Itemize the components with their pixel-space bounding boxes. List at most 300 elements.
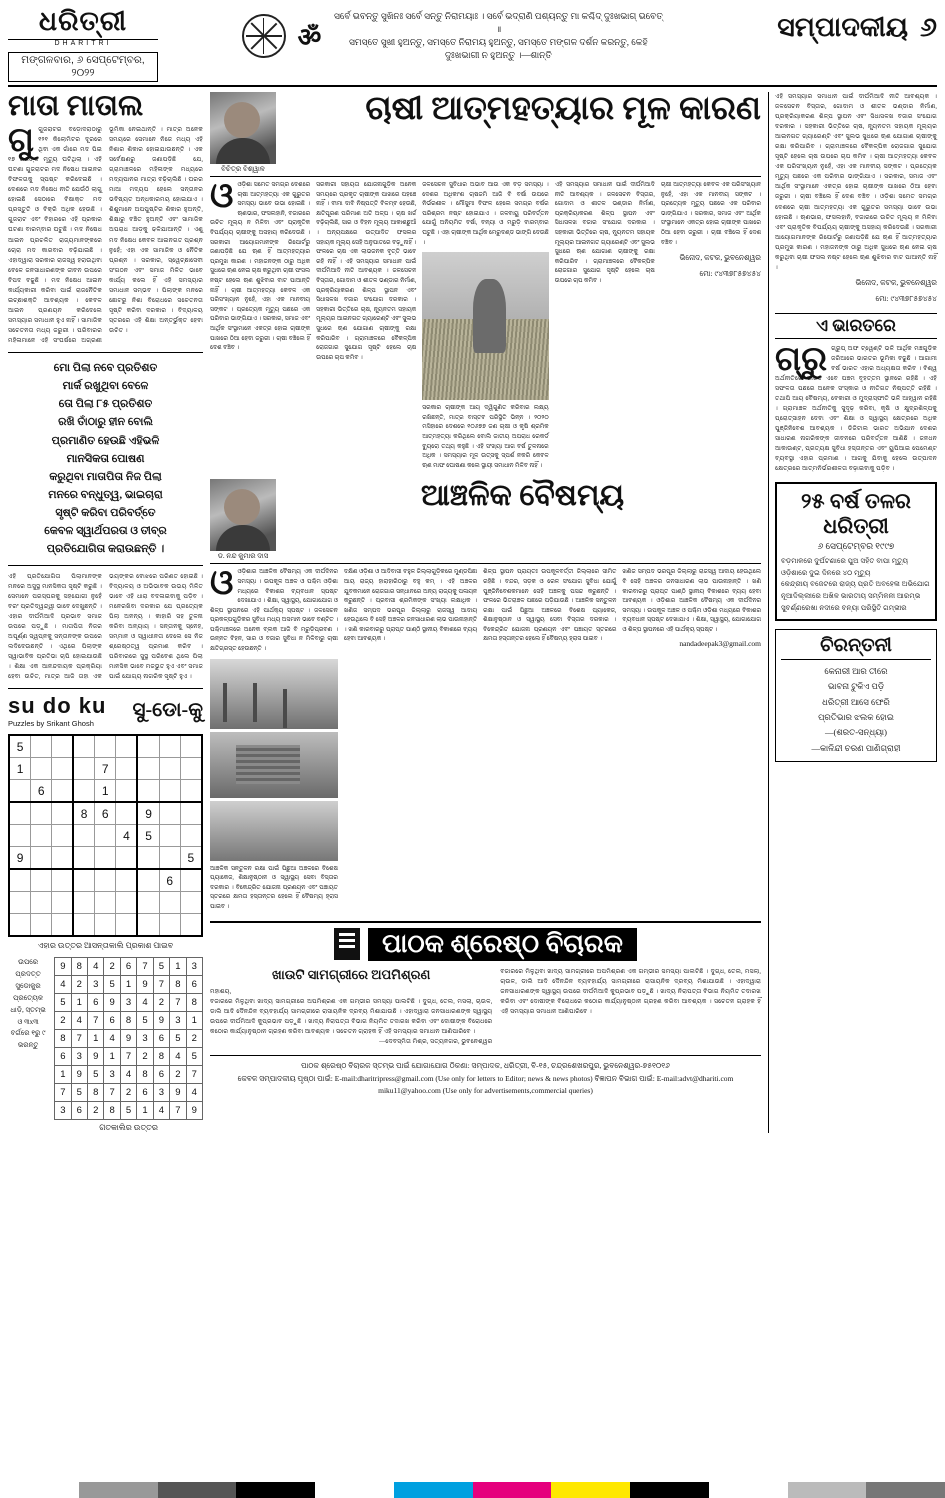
answer-cell: 9 [88,1048,104,1066]
sudoku-cell[interactable] [95,869,116,892]
sudoku-cell[interactable] [52,847,73,870]
answer-cell: 1 [71,994,87,1012]
pullquote-line: ରଖି ତାଁଠାରୁ ହୀନ ବୋଲି [58,416,153,429]
article2-col-5 [661,181,761,471]
article2-title: ଚାଷୀ ଆତ୍ମହତ୍ୟାର ମୂଳ କାରଣ [365,91,761,127]
street-photo [210,801,338,861]
article2-text: ସରକାରୀ ସହାୟତା ଯୋଜନାଗୁଡ଼ିକ ଅନେକ ସମୟରେ ପ୍ରକୃତ ଚାଷୀଙ୍କ ପାଖରେ ପହଞ୍ଚେ ନାହିଁ । ବୀମା ଦାବି ନିଷ୍ପତ୍ତି ବିଳମ୍ବ ହେଉଛି, କ୍ଷତିପୂରଣ ପରିମାଣ ଅତି ଅଳ୍ପ । ଚାଷ ଖର୍ଚ୍ଚ ବଢ଼ିଚାଲିଛି, ସାର ଓ ବିହନ ମୂଲ୍ୟ ଆକାଶଛୁଆଁ । ଅନ୍ୟପକ୍ଷରେ ଉତ୍ପାଦିତ ଫସଲର ସହାୟକ ମୂଲ୍ୟ ସେହି ଅନୁପାତରେ ବଢ଼ୁନାହିଁ । ଫଳରେ ଚାଷ ଏକ ଲାଭଜନକ ବୃତ୍ତି ଭାବେ ରହି ନାହିଁ । [316,182,417,265]
sudoku-cell[interactable]: 5 [180,847,202,870]
sanskrit-line-1: ସର୍ବେ ଭବନ୍ତୁ ସୁଖିନଃ ସର୍ବେ ସନ୍ତୁ ନିରାମୟାଃ । ସର୍ବେ ଭଦ୍ରାଣି ପଶ୍ୟନ୍ତୁ ମା କଶ୍ଚିଦ୍ ଦୁଃଖଭାଗ୍ ଭବେତ୍ ॥ [333,11,663,35]
sudoku-cell[interactable] [52,892,73,914]
answer-cell: 8 [137,1066,153,1084]
sudoku-cell[interactable] [159,780,180,803]
india-box-title: ଏ ଭାରତରେ [775,313,937,339]
article3-text: ଜଳସେଚନ ପ୍ରକଳ୍ପଗୁଡ଼ିକର ସୁବିଧା ମଧ୍ୟ ଅସମାନ ଭାବେ ବଣ୍ଟିତ । ପଶ୍ଚିମାଞ୍ଚଳରେ ଅନେକ ବ୍ଲକ ଆଜି ବି ମରୁଡ଼ିପ୍ରବଣ । ଉନ୍ନତ ବିହନ, ସାର ଓ ବଜାର ସୁବିଧା ନ ମିଳିବାରୁ ଚାଷୀ କ୍ଷତିଗ୍ରସ୍ତ ହେଉଛନ୍ତି । [210,607,338,653]
sudoku-cell[interactable] [95,847,116,870]
archive-ad-title: ୨୫ ବର୍ଷ ତଳର ଧରିତ୍ରୀ [801,489,911,539]
article3-email[interactable]: nandadeepak3@gmail.com [679,639,761,649]
sudoku-cell[interactable] [95,892,116,914]
article2-contact: ଭିନୋଦ, କଟକ, ଭୁବନେଶ୍ୱର [679,253,761,263]
article3-col-1 [210,565,338,912]
article1-dropcap: ଗୁ [8,122,35,159]
sudoku-cell[interactable] [180,825,202,847]
sudoku-cell[interactable] [73,892,95,914]
answer-cell: 6 [88,994,104,1012]
sudoku-cell[interactable]: 9 [137,802,159,825]
pullquote-line: କରୁଥିବା ମାତାପିତା ନିଜ ପିଲା [49,470,162,483]
article1-paragraph-3: ଏହି ପ୍ରତିଯୋଗିତା ପିଲାମାନଙ୍କ ମନରେ ଅସୁସ୍ଥ ମାନସିକତା ସୃଷ୍ଟି କରୁଛି । ସେମାନେ ପରସ୍ପରକୁ ସହଯୋଗୀ ନୁହେଁ ବରଂ ପ୍ରତିଦ୍ୱନ୍ଦ୍ୱୀ ଭାବେ ଦେଖୁଛନ୍ତି । ଏହାର ଦୀର୍ଘମିଆଦି ପ୍ରଭାବ ସମାଜ ଉପରେ ପଡ଼ୁଛି । ମାତାପିତା ନିଜର ଅପୂର୍ଣ୍ଣ ସ୍ୱପ୍ନକୁ ସନ୍ତାନଙ୍କ ଉପରେ ଲଦିଦେଉଛନ୍ତି । ଏଥିରେ ପିଲାଙ୍କ ସ୍ୱାଭାବିକ ପ୍ରତିଭା ଚାପି ହୋଇଯାଉଛି । ଶିକ୍ଷା ଏକ ଆନନ୍ଦଦାୟକ ପ୍ରକ୍ରିୟା ହେବା ଉଚିତ, ମାତ୍ର ଆଜି ତାହା ଏକ ଭୟଙ୍କର ବୋଝରେ ପରିଣତ ହୋଇଛି । ବିଦ୍ୟାଳୟ ଓ ଅଭିଭାବକ ଉଭୟ ମିଳିତ ଭାବେ ଏହି ଧାରା ବଦଳାଇବାକୁ ପଡ଼ିବ । ମନେରଖିବା ଦରକାର ଯେ ପ୍ରତ୍ୟେକ ପିଲା ଅନନ୍ୟ । କାହାରି ସହ ତୁଳନା କରିବା ଅନ୍ୟାୟ । ସନ୍ତାନକୁ ସ୍ନେହ, ସମ୍ମାନ ଓ ସ୍ୱାଧୀନତା ଦେଲେ ସେ ନିଜ ଶ୍ରେଷ୍ଠତ୍ୱ ପ୍ରମାଣ କରିବ । ପରିବାରରେ ସୁସ୍ଥ ପରିବେଶ ଥିଲେ ପିଲା ମାନସିକ ଭାବେ ମଜଭୁତ ହୁଏ ଏବଂ ସମାଜ ପାଇଁ ଯୋଗ୍ୟ ନାଗରିକ ସୃଷ୍ଟି ହୁଏ । [8,572,203,681]
article3-text: ଆଞ୍ଚଳିକ ସନ୍ତୁଳନ ରକ୍ଷା ପାଇଁ ପିଛୁଆ ଅଞ୍ଚଳରେ ବିଶେଷ ପ୍ୟାକେଜ, ଶିକ୍ଷାନୁଷ୍ଠାନ ଓ ସ୍ୱାସ୍ଥ୍ୟ ସେବା ବିସ୍ତାର ଦରକାର । ବିକେନ୍ଦ୍ରିତ ଯୋଜନା ପ୍ରଣୟନ ଏବଂ ପଞ୍ଚାୟତ ସ୍ତରରେ କ୍ଷମତା ହସ୍ତାନ୍ତର ହେଲେ ହିଁ ବୈଷମ୍ୟ ହ୍ରାସ ପାଇବ । [210,865,338,911]
answer-cell: 5 [170,1030,186,1048]
sudoku-cell[interactable] [159,802,180,825]
reader-body [210,967,761,1047]
sudoku-cell[interactable]: 5 [137,825,159,847]
sanskrit-line-2: ସମସ୍ତେ ସୁଖୀ ହୁଅନ୍ତୁ, ସମସ୍ତେ ନିରାମୟ ହୁଅନ୍ତୁ, ସମସ୍ତେ ମଙ୍ଗଳ ଦର୍ଶନ କରନ୍ତୁ, କେହି ଦୁଃଖଭାଗୀ ନ ହୁଅନ୍ତୁ ।—ଶାନ୍ତି [349,37,648,61]
mailbox-icon [334,928,360,960]
article3-dropcap: ଓ [210,565,234,603]
sudoku-cell[interactable]: 9 [9,847,31,870]
answer-cell: 8 [71,958,87,976]
answer-cell: 6 [120,958,136,976]
sudoku-cell[interactable] [73,780,95,803]
author-photo [210,92,276,164]
masthead-right [747,6,937,44]
sudoku-cell[interactable] [95,825,116,847]
answer-cell: 2 [153,994,169,1012]
article2-text: ଏହି ସମସ୍ୟାର ସମାଧାନ ପାଇଁ ଦୀର୍ଘମିଆଦି ନୀତି ଆବଶ୍ୟକ । ଜଳସେଚନ ବିସ୍ତାର, ଗୋଦାମ ଓ ଶୀତଳ ଭଣ୍ଡାର ନିର୍ମାଣ, ପ୍ରକ୍ରିୟାକରଣ ଶିଳ୍ପ ସ୍ଥାପନ ଏବଂ ସିଧାସଳଖ ବଜାର ସଂଯୋଗ ଦରକାର । ସହକାରୀ ଭିତ୍ତିରେ ଚାଷ, ନ୍ୟୂନତମ ସହାୟକ ମୂଲ୍ୟର ଆଇନଗତ ଗ୍ୟାରେଣ୍ଟି ଏବଂ ସୁଲଭ ସୁଧରେ ଋଣ ଯୋଗାଣ ଚାଷୀଙ୍କୁ ରକ୍ଷା କରିପାରିବ । ଗ୍ରାମାଞ୍ଚଳରେ ବୈକଳ୍ପିକ ରୋଜଗାର ସୁଯୋଗ ସୃଷ୍ଟି ହେଲେ ଚାଷ ଉପରେ ଚାପ କମିବ । [316,258,417,361]
article3-col-4 [622,568,761,912]
sudoku-answer-note: ଗତକାଲିର ଉତ୍ତର [99,1123,158,1133]
sudoku-cell[interactable] [159,735,180,758]
archive-ad-box [775,482,937,621]
answer-cell: 7 [170,994,186,1012]
sudoku-brand: su do ku [8,693,107,719]
answer-cell: 8 [186,994,202,1012]
answer-cell: 8 [170,976,186,994]
answer-cell: 9 [120,1030,136,1048]
sudoku-cell[interactable] [116,758,138,780]
author-photo [210,479,276,551]
article2-header [210,92,761,177]
sudoku-cell[interactable] [95,735,116,758]
answer-cell: 3 [120,994,136,1012]
sudoku-cell[interactable]: 1 [9,758,31,780]
masthead [8,6,937,87]
sudoku-cell[interactable] [52,914,73,937]
sudoku-cell[interactable] [159,892,180,914]
article2-text: ସରକାର ଚାଷୀଙ୍କ ଆୟ ଦ୍ୱିଗୁଣିତ କରିବାର ଲକ୍ଷ୍ୟ ରଖିଛନ୍ତି, ମାତ୍ର ବାସ୍ତବ ପରିସ୍ଥିତି ଭିନ୍ନ । ୨୦୨୦ ମସିହାରେ ଦେଶରେ ୧୦୬୭୭ ଜଣ ଚାଷୀ ଓ କୃଷି ଶ୍ରମିକ ଆତ୍ମହତ୍ୟା କରିଥିଲେ ବୋଲି ଜାତୀୟ ଅପରାଧ ରେକର୍ଡ ବ୍ୟୁରୋ ତଥ୍ୟ କହୁଛି । ଏହି ସଂଖ୍ୟା ଆଗ ବର୍ଷ ତୁଳନାରେ ଅଧିକ । ସମସ୍ୟାର ମୂଳ ଉତ୍ସକୁ ସ୍ପର୍ଶ ନକରି କେବଳ ଋଣ ମାଫ ଘୋଷଣା କଲେ ସ୍ଥାୟୀ ସମାଧାନ ମିଳିବ ନାହିଁ । [422,405,549,469]
answer-cell: 3 [88,976,104,994]
letter-salutation: ମହାଶୟ, [210,987,232,995]
article3-col-2 [344,568,477,912]
reader-footer-line-2: କେବଳ ସମ୍ପାଦକୀୟ ପୃଷ୍ଠା ପାଇଁ: E-mail:dharitripress@gmail.com (Use only for letters to Editor; news & news photos) ବିଜ୍ଞାପନ ବିଭାଗ ପାଇଁ: E-mail:advt@dhariti.com [237,1073,734,1083]
sudoku-cell[interactable] [180,802,202,825]
article1-body-bottom [8,572,203,683]
farmer-photo [422,252,548,400]
answer-cell: 4 [186,1084,202,1102]
reader-letter-2 [500,967,761,1047]
sudoku-cell[interactable] [159,847,180,870]
answer-cell: 8 [88,1084,104,1102]
article3-header [210,479,761,564]
column-right [768,92,937,1133]
sudoku-cell[interactable] [137,847,159,870]
sudoku-cell[interactable] [73,825,95,847]
sudoku-cell[interactable] [180,914,202,937]
om-icon: ॐ [297,23,322,53]
answer-cell: 2 [186,1030,202,1048]
answer-cell: 8 [120,1012,136,1030]
article1-paragraph-1: ଗୁଜରାଟର ବଡ଼ୋଦରାଠାରୁ ୧୨୧ କିଲୋମିଟର ଦୂରରେ ଥିବା ଏକ ଗାଁରେ ମଦ ପିଇ ୧୭ ଜଣଙ୍କ ମୃତ୍ୟୁ ଘଟିଥିଲା । ଏହି ଘଟଣା ଗୁଜରାଟର ମଦ ନିଷେଧ ଆଇନର ବିଫଳତାକୁ ସ୍ପଷ୍ଟ କରିଦେଇଛି । ଦେଶରେ ମଦ ନିଷେଧ ନୀତି ଯେଉଁଠି ଲାଗୁ ହୋଇଛି ସେଠାରେ ବିଷାକ୍ତ ମଦ ପ୍ରସ୍ତୁତି ଓ ବିକ୍ରି ଅଧିକ ହେଉଛି । ଗୁଜରାଟ ଏବଂ ବିହାରରେ ଏହି ପ୍ରକାର ଘଟଣା ବାରମ୍ବାର ଘଟୁଛି । ମଦ ନିଷେଧ ଆଇନ ପ୍ରଚଳିତ ରାଜ୍ୟମାନଙ୍କରେ ଚୋରା ମଦ କାରବାର ବଢ଼ିଯାଇଛି । ଏହାଦ୍ୱାରା ସରକାର ରାଜସ୍ୱ ହରାଉଥିବା ବେଳେ ଜନସାଧାରଣଙ୍କ ଜୀବନ ଉପରେ ବିପଦ ବଢୁଛି । ମଦ ନିଷେଧ ଆଇନ କାର୍ଯ୍ୟକାରୀ କରିବା ପାଇଁ ରାଜନୈତିକ ଇଚ୍ଛାଶକ୍ତି ଆବଶ୍ୟକ । କେବଳ ଆଇନ ପ୍ରଣୟନ କରିଦେଲେ ସମସ୍ୟାର ସମାଧାନ ହୁଏ ନାହିଁ । ସାମାଜିକ ସଚେତନତା ମଧ୍ୟ ଜରୁରୀ । ପରିବାରର ମହିଳାମାନେ ଏହି ସଂଘର୍ଷରେ ଅଗ୍ରଣୀ ଭୂମିକା ନେଇଥାନ୍ତି । ମାତ୍ର ଅନେକ ସମୟରେ ସେମାନେ ନିଜେ ମଧ୍ୟ ଏହି ନିଶାର ଶିକାର ହୋଇଯାଉଛନ୍ତି । [8,126,203,344]
answer-cell: 4 [170,1048,186,1066]
answer-cell: 7 [186,1066,202,1084]
sudoku-byline: Puzzles by Srikant Ghosh [8,719,94,729]
article2-text: ଓଡ଼ିଶା ସମେତ ସମଗ୍ର ଦେଶରେ ଚାଷୀ ଆତ୍ମହତ୍ୟା ଏକ ଗୁରୁତର ସମସ୍ୟା ଭାବେ ଉଭା ହୋଇଛି । ଋଣଭାର, ଫସଲହାନି, ବଜାରରେ ଉଚିତ ମୂଲ୍ୟ ନ ମିଳିବା ଏବଂ ପ୍ରାକୃତିକ ବିପର୍ଯ୍ୟୟ ଚାଷୀଙ୍କୁ ଅସହାୟ କରିଦେଉଛି । ସରକାରୀ ଆୟୋଗମାନଙ୍କ ରିପୋର୍ଟରୁ ଜଣାପଡ଼ିଛି ଯେ ଋଣ ହିଁ ଆତ୍ମହତ୍ୟାର ପ୍ରମୁଖ କାରଣ । ମହାଜନଙ୍କ ଠାରୁ ଅଧିକ ସୁଧରେ ଋଣ ନେଇ ଚାଷ କରୁଥିବା ଚାଷୀ ଫସଲ ନଷ୍ଟ ହେଲେ ଋଣ ଶୁଝିବାର ବାଟ ପାଆନ୍ତି ନାହିଁ । [210,182,311,294]
sudoku-cell[interactable] [137,780,159,803]
chirantani-title: ଚିରନ୍ତନୀ [781,635,931,660]
sudoku-cell[interactable] [31,802,52,825]
article3-author: ଡ. ନନ୍ଦ କୁମାର ଦାସ [217,552,269,561]
article2-dropcap: ଓ [210,178,234,215]
answer-cell: 2 [55,1012,71,1030]
sudoku-cell[interactable] [137,914,159,937]
article2-col-2 [316,181,416,471]
answer-cell: 8 [55,1030,71,1048]
sudoku-cell[interactable] [116,780,138,803]
article2-text: ଚାଷୀ ଆତ୍ମହତ୍ୟା କେବଳ ଏକ ପରିସଂଖ୍ୟାନ ନୁହେଁ, ଏହା ଏକ ମାନବୀୟ ସଙ୍କଟ । ପ୍ରତ୍ୟେକ ମୃତ୍ୟୁ ପଛରେ ଏକ ପରିବାର ଭାଙ୍ଗିଯାଏ । ସରକାର, ସମାଜ ଏବଂ ଆର୍ଥିକ ସଂସ୍ଥାମାନେ ଏକତ୍ର ହୋଇ ଚାଷୀଙ୍କ ପାଖରେ ଠିଆ ହେବା ଜରୁରୀ । ଚାଷୀ ବଞ୍ଚିଲେ ହିଁ ଦେଶ ବଞ୍ଚିବ । [660,182,761,246]
answer-cell: 5 [153,958,169,976]
sudoku-cell[interactable] [52,758,73,780]
answer-cell: 6 [186,976,202,994]
sudoku-cell[interactable] [116,914,138,937]
chirantani-body [781,664,931,756]
sudoku-cell[interactable] [159,758,180,780]
answer-cell: 7 [88,1012,104,1030]
article3-text: ଶିଳ୍ପ ସ୍ଥାପନ ପ୍ରାୟତଃ ଉପକୂଳବର୍ତ୍ତୀ ଜିଲ୍ଲାରେ ସୀମିତ ରହିଛି । ବନ୍ଦର, ସଡ଼କ ଓ ରେଳ ସଂଯୋଗ ସୁବିଧା ଯୋଗୁଁ ପୁଞ୍ଜିନିବେଶକମାନେ ସେହି ଅଞ୍ଚଳକୁ ପସନ୍ଦ କରୁଛନ୍ତି । ଫଳରେ ଭିତରାଞ୍ଚଳ ପଛରେ ପଡ଼ିଯାଉଛି । [483,569,617,605]
archive-ad-item: ବଡ଼ମାଳରେ ଦୁର୍ଘଟଣାରେ ପୁଅ ସହିତ ବାପା ମୃତ୍ୟୁ [781,557,909,566]
answer-cell: 1 [186,1012,202,1030]
sudoku-cell[interactable] [180,892,202,914]
pullquote-line: ମାର୍କ ରଖୁଥିବା ବେଳେ [62,380,149,393]
sudoku-cell[interactable] [31,914,52,937]
sudoku-cell[interactable] [9,892,31,914]
answer-cell: 2 [170,1066,186,1084]
sudoku-grid[interactable] [8,734,203,937]
article3-columns [210,565,762,912]
sudoku-cell[interactable] [73,869,95,892]
answer-cell: 2 [137,1048,153,1066]
answer-cell: 7 [153,976,169,994]
sudoku-cell[interactable] [9,869,31,892]
answer-cell: 4 [104,1030,120,1048]
sudoku-cell[interactable] [116,892,138,914]
archive-ad-item: ସୁବର୍ଣ୍ଣରେଖା ନଦୀରେ ବନ୍ୟା ପରିସ୍ଥିତି ଗମ୍ଭୀର [781,603,907,612]
answer-cell: 9 [55,958,71,976]
publication-logo-sub: DHARITRI [54,40,112,47]
sudoku-cell[interactable] [137,892,159,914]
sudoku-cell[interactable] [31,869,52,892]
konark-wheel-icon [242,14,286,58]
chirantani-line: ଧରିତ୍ରୀ ଆସେ ଫେରି [822,696,890,707]
answer-cell: 2 [88,1102,104,1120]
article2-text: ଏହି ସମସ୍ୟାର ସମାଧାନ ପାଇଁ ଦୀର୍ଘମିଆଦି ନୀତି ଆବଶ୍ୟକ । ଜଳସେଚନ ବିସ୍ତାର, ଗୋଦାମ ଓ ଶୀତଳ ଭଣ୍ଡାର ନିର୍ମାଣ, ପ୍ରକ୍ରିୟାକରଣ ଶିଳ୍ପ ସ୍ଥାପନ ଏବଂ ସିଧାସଳଖ ବଜାର ସଂଯୋଗ ଦରକାର । ସହକାରୀ ଭିତ୍ତିରେ ଚାଷ, ନ୍ୟୂନତମ ସହାୟକ ମୂଲ୍ୟର ଆଇନଗତ ଗ୍ୟାରେଣ୍ଟି ଏବଂ ସୁଲଭ ସୁଧରେ ଋଣ ଯୋଗାଣ ଚାଷୀଙ୍କୁ ରକ୍ଷା କରିପାରିବ । ଗ୍ରାମାଞ୍ଚଳରେ ବୈକଳ୍ପିକ ରୋଜଗାର ସୁଯୋଗ ସୃଷ୍ଟି ହେଲେ ଚାଷ ଉପରେ ଚାପ କମିବ । [554,182,655,284]
sudoku-note: ଏହାର ଉତ୍ତର ଆସନ୍ତାକାଲି ପ୍ରକାଶ ପାଇବ [37,941,174,951]
sudoku-cell[interactable]: 5 [9,735,31,758]
sudoku-answer-side-note: ଉପରେ ପ୍ରଦତ୍ତ ସୁଡୋକୁର ପ୍ରତ୍ୟେକ ଧାଡ଼ି, ସ୍ତମ୍ଭ ଓ ୩x୩ ବର୍ଗରେ ୧ରୁ ୯ ଭରନ୍ତୁ [10,958,46,1050]
sudoku-cell[interactable] [52,735,73,758]
article1-pullquote [8,352,203,566]
archive-ad-list [781,556,931,614]
article2-columns [210,178,761,471]
answer-cell: 1 [170,958,186,976]
sudoku-cell[interactable] [159,825,180,847]
sudoku-cell[interactable]: 4 [116,825,138,847]
article3-text: ଓଡ଼ିଶାର ଆଞ୍ଚଳିକ ବୈଷମ୍ୟ ଏକ ଦୀର୍ଘଦିନର ସମସ୍ୟା । ଉପକୂଳ ଅଞ୍ଚଳ ଓ ପଶ୍ଚିମ ଓଡ଼ିଶା ମଧ୍ୟରେ ବିକାଶର ବ୍ୟବଧାନ ସ୍ପଷ୍ଟ ଦେଖାଯାଏ । ଶିକ୍ଷା, ସ୍ୱାସ୍ଥ୍ୟ, ଯୋଗାଯୋଗ ଓ ଶିଳ୍ପ ସ୍ଥାପନରେ ଏହି ପାର୍ଥକ୍ୟ ସ୍ପଷ୍ଟ । [210,569,338,614]
answer-cell: 2 [120,1084,136,1102]
answer-cell: 1 [104,1048,120,1066]
page-number: ୬ [920,12,937,42]
sudoku-cell[interactable] [52,869,73,892]
answer-cell: 3 [55,1102,71,1120]
sudoku-cell[interactable] [137,869,159,892]
chirantani-box [775,629,937,762]
chirantani-line: କେନାରୀ ଆର ତୀରେ [824,666,888,677]
sudoku-cell[interactable] [116,869,138,892]
article2-col-1 [210,178,311,471]
sudoku-cell[interactable] [9,780,31,803]
chirantani-line: ଭାବନା ଟୁକିଏ ପଡ଼ି [827,681,885,692]
answer-cell: 6 [71,1102,87,1120]
sudoku-cell[interactable] [137,735,159,758]
sudoku-cell[interactable] [31,758,52,780]
answer-cell: 5 [120,1102,136,1120]
pullquote-line: ମନରେ ବନ୍ଧୁତ୍ୱ, ଭାଇଚାରା [48,489,163,502]
sudoku-cell[interactable] [137,758,159,780]
article2-text: ଚାଷୀ ଆତ୍ମହତ୍ୟା କେବଳ ଏକ ପରିସଂଖ୍ୟାନ ନୁହେଁ, ଏହା ଏକ ମାନବୀୟ ସଙ୍କଟ । ପ୍ରତ୍ୟେକ ମୃତ୍ୟୁ ପଛରେ ଏକ ପରିବାର ଭାଙ୍ଗିଯାଏ । ସରକାର, ସମାଜ ଏବଂ ଆର୍ଥିକ ସଂସ୍ଥାମାନେ ଏକତ୍ର ହୋଇ ଚାଷୀଙ୍କ ପାଖରେ ଠିଆ ହେବା ଜରୁରୀ । ଚାଷୀ ବଞ୍ଚିଲେ ହିଁ ଦେଶ ବଞ୍ଚିବ । [210,287,311,352]
sudoku-cell[interactable]: 1 [95,780,116,803]
answer-cell: 4 [120,1066,136,1084]
answer-cell: 1 [120,976,136,994]
answer-cell: 2 [104,958,120,976]
answer-cell: 7 [170,1102,186,1120]
sudoku-cell[interactable] [52,780,73,803]
sudoku-odia-title: ସୁ-ଡୋ-କୁ [132,699,203,722]
article1-title: ମାତା ମାତାଲ [8,90,144,122]
answer-cell: 6 [104,1012,120,1030]
pullquote-line: କେବଳ ସ୍ୱାର୍ଥପରତା ଓ ତୀବ୍ର [44,525,167,538]
article3-col-3 [483,568,616,912]
answer-cell: 5 [71,1084,87,1102]
chirantani-attrib-1: —(ଶରତ-ସନ୍ଧ୍ୟା) [825,727,887,738]
answer-cell: 2 [71,976,87,994]
archive-ad-item: ଓଡ଼ିଶାରେ ଦୁଇ ଦିନରେ ୪୦ ମୃତ୍ୟୁ [781,568,871,577]
archive-ad-item: କେନ୍ଦ୍ରୀୟ ବଜେଟରେ ରାଜ୍ୟ ପ୍ରତି ଅବହେଳା ଅଭିଯୋଗ [781,580,930,589]
answer-cell: 9 [137,976,153,994]
answer-cell: 3 [104,1066,120,1084]
pullquote-line: ମାନସିକତା ପୋଷଣ [66,452,145,465]
sudoku-cell[interactable] [116,735,138,758]
article2-author: ବିଚିତ୍ର ବିଶ୍ୱାଳ [221,165,265,173]
article2-overflow-text [775,92,937,273]
answer-cell: 1 [137,1102,153,1120]
india-box-dropcap: ଗ୍ରୁ [775,340,828,378]
article1-body-top [8,122,203,346]
sudoku-cell[interactable] [73,914,95,937]
sudoku-cell[interactable] [73,758,95,780]
sudoku-cell[interactable]: 8 [73,802,95,825]
article3-title: ଆଞ୍ଚଳିକ ବୈଷମ୍ୟ [420,479,625,513]
answer-cell: 4 [137,994,153,1012]
masthead-center [158,6,747,62]
section-title: ସମ୍ପାଦକୀୟ [777,12,909,42]
answer-cell: 4 [71,1012,87,1030]
article2-col-4 [555,181,655,471]
answer-cell: 7 [104,1084,120,1102]
masthead-sanskrit [333,10,663,62]
article2-col-3 [422,181,548,471]
issue-date: ମଙ୍ଗଳବାର, ୬ ସେପ୍ଟେମ୍ବର, ୨୦୨୨ [8,52,158,82]
answer-cell: 6 [153,1030,169,1048]
answer-cell: 1 [88,1030,104,1048]
reader-footer [210,1055,761,1098]
answer-cell: 6 [153,1066,169,1084]
pullquote-line: ତୋ ପିଲା ୮୫ ପ୍ରତିଶତ [58,398,153,411]
sudoku-cell[interactable] [73,735,95,758]
article2-phone: ମୋ: ୯୪୩୭୮୫୭୪୫୪ [699,269,761,279]
sudoku-cell[interactable] [31,825,52,847]
answer-cell: 9 [170,1084,186,1102]
column-middle [210,92,761,1133]
article3-text: ଓଡ଼ିଶାର ଆଞ୍ଚଳିକ ବୈଷମ୍ୟ ଏକ ଦୀର୍ଘଦିନର ସମସ୍ୟା । ଉପକୂଳ ଅଞ୍ଚଳ ଓ ପଶ୍ଚିମ ଓଡ଼ିଶା ମଧ୍ୟରେ ବିକାଶର ବ୍ୟବଧାନ ସ୍ପଷ୍ଟ ଦେଖାଯାଏ । ଶିକ୍ଷା, ସ୍ୱାସ୍ଥ୍ୟ, ଯୋଗାଯୋଗ ଓ ଶିଳ୍ପ ସ୍ଥାପନରେ ଏହି ପାର୍ଥକ୍ୟ ସ୍ପଷ୍ଟ । [622,598,762,633]
reader-title: ପାଠକ ଶ୍ରେଷ୍ଠ ବିଚାରକ [368,928,637,961]
article3-photo-stack [210,659,338,861]
answer-cell: 7 [137,958,153,976]
sudoku-cell[interactable] [31,847,52,870]
column-left [8,92,203,1133]
pullquote-line: ସୃଷ୍ଟି କରିବା ପରିବର୍ତ୍ତେ [55,507,156,520]
answer-cell: 4 [88,958,104,976]
sudoku-cell[interactable] [9,802,31,825]
answer-cell: 5 [186,1048,202,1066]
article2-text: ଓଡ଼ିଶା ସମେତ ସମଗ୍ର ଦେଶରେ ଚାଷୀ ଆତ୍ମହତ୍ୟା ଏକ ଗୁରୁତର ସମସ୍ୟା ଭାବେ ଉଭା ହୋଇଛି । ଋଣଭାର, ଫସଲହାନି, ବଜାରରେ ଉଚିତ ମୂଲ୍ୟ ନ ମିଳିବା ଏବଂ ପ୍ରାକୃତିକ ବିପର୍ଯ୍ୟୟ ଚାଷୀଙ୍କୁ ଅସହାୟ କରିଦେଉଛି । ସରକାରୀ ଆୟୋଗମାନଙ୍କ ରିପୋର୍ଟରୁ ଜଣାପଡ଼ିଛି ଯେ ଋଣ ହିଁ ଆତ୍ମହତ୍ୟାର ପ୍ରମୁଖ କାରଣ । ମହାଜନଙ୍କ ଠାରୁ ଅଧିକ ସୁଧରେ ଋଣ ନେଇ ଚାଷ କରୁଥିବା ଚାଷୀ ଫସଲ ନଷ୍ଟ ହେଲେ ଋଣ ଶୁଝିବାର ବାଟ ପାଆନ୍ତି ନାହିଁ । [775,193,937,271]
chirantani-line: ପ୍ରତିଭାର ଝଲକ ହୋଇ [818,711,894,722]
chirantani-attrib-2: —କାଳିନ୍ଦୀ ଚରଣ ପାଣିଗ୍ରାହୀ [811,742,901,753]
sudoku-cell[interactable] [73,847,95,870]
sudoku-cell[interactable]: 6 [95,802,116,825]
answer-cell: 9 [153,1012,169,1030]
sudoku-header [8,688,203,728]
answer-cell: 9 [186,1102,202,1120]
sudoku-cell[interactable] [180,735,202,758]
sudoku-answer-block [8,957,203,1133]
india-box-body [775,340,937,475]
article2-phone-right: ମୋ: ୯୪୩୭୮୫୭୪୫୪ [875,293,937,303]
archive-ad-date: ୬ ସେପ୍ଟେମ୍ବର ୧୯୯୭ [817,541,895,552]
answer-cell: 3 [71,1048,87,1066]
article1-paragraph-2: ଏକ ସର୍ବେକ୍ଷଣରୁ ଜଣାପଡ଼ିଛି ଯେ, ଗ୍ରାମାଞ୍ଚଳରେ ମହିଳାଙ୍କ ମଧ୍ୟରେ ମଦ୍ୟପାନର ମାତ୍ରା ବଢ଼ିଚାଲିଛି । ଘରର ମାଆ ମଦ୍ୟପ ହେଲେ ସନ୍ତାନର ଭବିଷ୍ୟତ ଅନ୍ଧକାରମୟ ହୋଇଯାଏ । ଶିଶୁମାନେ ଅପପୁଷ୍ଟିର ଶିକାର ହୁଅନ୍ତି, ଶିକ୍ଷାରୁ ବଞ୍ଚିତ ହୁଅନ୍ତି ଏବଂ ସାମାଜିକ ଅପରାଧ ଆଡ଼କୁ ଢଳିଯାଆନ୍ତି । ଏଣୁ ମଦ ନିଷେଧ କେବଳ ଆଇନଗତ ପ୍ରଶ୍ନ ନୁହେଁ; ଏହା ଏକ ସାମାଜିକ ଓ ନୈତିକ ପ୍ରଶ୍ନ । ସରକାର, ସ୍ୱେଚ୍ଛାସେବୀ ସଂଗଠନ ଏବଂ ସମାଜ ମିଳିତ ଭାବେ କାର୍ଯ୍ୟ କଲେ ହିଁ ଏହି ସମସ୍ୟାର ସମାଧାନ ସମ୍ଭବ । ପିଲାଙ୍କ ମନରେ ଛୋଟରୁ ନିଶା ବିରୋଧରେ ସଚେତନତା ସୃଷ୍ଟି କରିବା ଦରକାର । ବିଦ୍ୟାଳୟ ସ୍ତରରେ ଏହି ଶିକ୍ଷା ଅନ୍ତର୍ଭୁକ୍ତ ହେବା ଉଚିତ । [109,146,203,334]
answer-cell: 7 [55,1084,71,1102]
publication-logo: ଧରିତ୍ରୀ [8,6,158,40]
answer-cell: 5 [55,994,71,1012]
answer-cell: 3 [186,958,202,976]
answer-cell: 8 [104,1102,120,1120]
letter-body: ବଜାରରେ ମିଳୁଥିବା ଖାଦ୍ୟ ସାମଗ୍ରୀରେ ଅପମିଶ୍ରଣ ଏକ ଗମ୍ଭୀର ସମସ୍ୟା ପାଲଟିଛି । ଦୁଗ୍ଧ, ତେଲ, ମସଲା, ଚାଉଳ, ଡାଲି ଆଦି ଦୈନନ୍ଦିନ ବ୍ୟବହାର୍ଯ୍ୟ ସାମଗ୍ରୀରେ ରାସାୟନିକ ଦ୍ରବ୍ୟ ମିଶାଯାଉଛି । ଏହାଦ୍ୱାରା ଜନସାଧାରଣଙ୍କ ସ୍ୱାସ୍ଥ୍ୟ ଉପରେ ଦୀର୍ଘମିଆଦି କୁପ୍ରଭାବ ପଡ଼ୁଛି । ଖାଦ୍ୟ ନିରାପତ୍ତା ବିଭାଗ ନିୟମିତ ତଦାରଖ କରିବା ଏବଂ ଦୋଷୀଙ୍କ ବିରୋଧରେ କଠୋର କାର୍ଯ୍ୟାନୁଷ୍ଠାନ ଗ୍ରହଣ କରିବା ଆବଶ୍ୟକ । ସଚେତନ ଗ୍ରାହକ ହିଁ ଏହି ସମସ୍ୟାର ସମାଧାନ ଆଣିପାରିବେ । [500,967,761,1015]
sudoku-cell[interactable] [52,802,73,825]
answer-cell: 3 [170,1012,186,1030]
sudoku-cell[interactable] [52,825,73,847]
answer-cell: 6 [137,1084,153,1102]
sudoku-cell[interactable] [116,847,138,870]
archive-ad-item: ନୂଆଦିଲ୍ଲୀରେ ଅଖିଳ ଭାରତୀୟ ସମ୍ମିଳନୀ ଆରମ୍ଭ [781,592,921,600]
sudoku-cell[interactable] [95,914,116,937]
india-box-text: ଗ୍ରୁପ୍ ଅଫ ଟ୍ୱେଣ୍ଟି ଭଳି ଆର୍ଥିକ ମଞ୍ଚଗୁଡ଼ିକ ଜରିଆରେ ଭାରତର ଭୂମିକା ବଢୁଛି । ଆଗାମୀ ବର୍ଷ ଭାରତ ଏହାର ଅଧ୍ୟକ୍ଷତା କରିବ । ବିଶ୍ୱ ଅର୍ଥନୀତିରେ ଭାରତ ଏବେ ପଞ୍ଚମ ବୃହତ୍ତମ ସ୍ଥାନରେ ରହିଛି । ଏହି ସଫଳତା ପଛରେ ଅନେକ ସଂସ୍କାର ଓ ନୀତିଗତ ନିଷ୍ପତ୍ତି ରହିଛି । ତଥାପି ଆୟ ବୈଷମ୍ୟ, ବେକାରୀ ଓ ମୁଦ୍ରାସ୍ଫୀତି ଭଳି ଆହ୍ୱାନ ରହିଛି । ଗ୍ରାମାଞ୍ଚଳ ଅର୍ଥନୀତିକୁ ସୁଦୃଢ଼ କରିବା, କୃଷି ଓ କ୍ଷୁଦ୍ରଶିଳ୍ପକୁ ପ୍ରୋତ୍ସାହନ ଦେବା ଏବଂ ଶିକ୍ଷା ଓ ସ୍ୱାସ୍ଥ୍ୟ କ୍ଷେତ୍ରରେ ଅଧିକ ପୁଞ୍ଜିନିବେଶ ଆବଶ୍ୟକ । ଡିଜିଟାଲ ଭାରତ ଅଭିଯାନ ଦେଶର ସାଧାରଣ ନାଗରିକଙ୍କ ଜୀବନରେ ପରିବର୍ତ୍ତନ ଆଣିଛି । ଜନଧନ ଆକାଉଣ୍ଟ, ପ୍ରତ୍ୟକ୍ଷ ସୁବିଧା ହସ୍ତାନ୍ତର ଏବଂ ୟୁପିଆଇ ପେମେଣ୍ଟ ବ୍ୟବସ୍ଥା ଏହାର ପ୍ରମାଣ । ଆଗକୁ ଯିବାକୁ ହେଲେ ଉତ୍ପାଦନ କ୍ଷେତ୍ରରେ ଆତ୍ମନିର୍ଭରଶୀଳତା ବଢ଼ାଇବାକୁ ପଡ଼ିବ । [775,344,937,473]
article3-text: ଖଣିଜ ସମ୍ପଦ ଭରପୂର ଜିଲ୍ଲାରୁ ରାଜସ୍ୱ ଆଦାୟ ହେଉଥିଲେ ବି ସେହି ଅଞ୍ଚଳର ଜନସାଧାରଣ ଲାଭ ପାଉନାହାନ୍ତି । ଖଣି କାରବାରରୁ ପ୍ରାପ୍ତ ପାଣ୍ଠି ସ୍ଥାନୀୟ ବିକାଶରେ ବ୍ୟୟ ହେବା ଆବଶ୍ୟକ । [622,569,761,605]
reader-section [210,921,761,1099]
sudoku-cell[interactable]: 6 [31,780,52,803]
reader-letter [210,967,492,1047]
reader-footer-line-1: ପାଠକ ଶ୍ରେଷ୍ଠ ବିଚାରକ ସ୍ତମ୍ଭ ପାଇଁ ଯୋଗାଯୋଗ ଠିକଣା: ସମ୍ପାଦକ, ଧରିତ୍ରୀ, ବି-୧୫, ଚନ୍ଦ୍ରଶେଖରପୁର, ଭୁବନେଶ୍ୱର-୭୫୧୦୧୬ [301,1060,670,1070]
cmyk-registration-bar [0,1482,945,1498]
letter-signature: —ଦେବସ୍ମିତା ମିଶ୍ର, ସତ୍ୟନଗର, ଭୁବନେଶ୍ୱର [379,1037,493,1045]
letter-body: ବଜାରରେ ମିଳୁଥିବା ଖାଦ୍ୟ ସାମଗ୍ରୀରେ ଅପମିଶ୍ରଣ ଏକ ଗମ୍ଭୀର ସମସ୍ୟା ପାଲଟିଛି । ଦୁଗ୍ଧ, ତେଲ, ମସଲା, ଚାଉଳ, ଡାଲି ଆଦି ଦୈନନ୍ଦିନ ବ୍ୟବହାର୍ଯ୍ୟ ସାମଗ୍ରୀରେ ରାସାୟନିକ ଦ୍ରବ୍ୟ ମିଶାଯାଉଛି । ଏହାଦ୍ୱାରା ଜନସାଧାରଣଙ୍କ ସ୍ୱାସ୍ଥ୍ୟ ଉପରେ ଦୀର୍ଘମିଆଦି କୁପ୍ରଭାବ ପଡ଼ୁଛି । ଖାଦ୍ୟ ନିରାପତ୍ତା ବିଭାଗ ନିୟମିତ ତଦାରଖ କରିବା ଏବଂ ଦୋଷୀଙ୍କ ବିରୋଧରେ କଠୋର କାର୍ଯ୍ୟାନୁଷ୍ଠାନ ଗ୍ରହଣ କରିବା ଆବଶ୍ୟକ । ସଚେତନ ଗ୍ରାହକ ହିଁ ଏହି ସମସ୍ୟାର ସମାଧାନ ଆଣିପାରିବେ । [210,997,493,1035]
windmill-photo [210,732,338,798]
sudoku-answer-grid [54,957,203,1120]
sudoku-cell[interactable] [159,914,180,937]
pullquote-line: ପ୍ରମାଣିତ ହେଉଛି ଏହିଭଳି [51,434,160,447]
sudoku-cell[interactable]: 6 [159,869,180,892]
construction-photo [210,659,338,729]
article2-contact-right: ଭିନୋଦ, କଟକ, ଭୁବନେଶ୍ୱର [855,277,937,287]
article2-text: ଏହି ସମସ୍ୟାର ସମାଧାନ ପାଇଁ ଦୀର୍ଘମିଆଦି ନୀତି ଆବଶ୍ୟକ । ଜଳସେଚନ ବିସ୍ତାର, ଗୋଦାମ ଓ ଶୀତଳ ଭଣ୍ଡାର ନିର୍ମାଣ, ପ୍ରକ୍ରିୟାକରଣ ଶିଳ୍ପ ସ୍ଥାପନ ଏବଂ ସିଧାସଳଖ ବଜାର ସଂଯୋଗ ଦରକାର । ସହକାରୀ ଭିତ୍ତିରେ ଚାଷ, ନ୍ୟୂନତମ ସହାୟକ ମୂଲ୍ୟର ଆଇନଗତ ଗ୍ୟାରେଣ୍ଟି ଏବଂ ସୁଲଭ ସୁଧରେ ଋଣ ଯୋଗାଣ ଚାଷୀଙ୍କୁ ରକ୍ଷା କରିପାରିବ । ଗ୍ରାମାଞ୍ଚଳରେ ବୈକଳ୍ପିକ ରୋଜଗାର ସୁଯୋଗ ସୃଷ୍ଟି ହେଲେ ଚାଷ ଉପରେ ଚାପ କମିବ । [775,93,937,161]
sudoku-cell[interactable] [180,758,202,780]
sudoku-cell[interactable] [9,914,31,937]
sudoku-cell[interactable] [9,825,31,847]
article3-text: ଖଣିଜ ସମ୍ପଦ ଭରପୂର ଜିଲ୍ଲାରୁ ରାଜସ୍ୱ ଆଦାୟ ହେଉଥିଲେ ବି ସେହି ଅଞ୍ଚଳର ଜନସାଧାରଣ ଲାଭ ପାଉନାହାନ୍ତି । ଖଣି କାରବାରରୁ ପ୍ରାପ୍ତ ପାଣ୍ଠି ସ୍ଥାନୀୟ ବିକାଶରେ ବ୍ୟୟ ହେବା ଆବଶ୍ୟକ । [343,607,478,643]
answer-cell: 1 [55,1066,71,1084]
sudoku-cell[interactable] [180,869,202,892]
answer-cell: 5 [104,976,120,994]
article2-text: ଜଳସେଚନ ସୁବିଧାର ଅଭାବ ଆଉ ଏକ ବଡ଼ ସମସ୍ୟା । ଦେଶର ଅଧିକାଂଶ ଚାଷଜମି ଆଜି ବି ବର୍ଷା ଉପରେ ନିର୍ଭରଶୀଳ । ମୌସୁମୀ ବିଫଳ ହେଲେ ସମଗ୍ର ବର୍ଷର ପରିଶ୍ରମ ନଷ୍ଟ ହୋଇଯାଏ । ଜଳବାୟୁ ପରିବର୍ତ୍ତନ ଯୋଗୁଁ ଅନିୟମିତ ବର୍ଷା, ବନ୍ୟା ଓ ମରୁଡ଼ି ବାରମ୍ବାର ଘଟୁଛି । ଏହା ଚାଷୀଙ୍କ ଆର୍ଥିକ ମେରୁଦଣ୍ଡ ଭାଙ୍ଗି ଦେଉଛି । [422,182,549,246]
reader-footer-line-3: miku11@yahoo.com (Use only for advertisements,commercial queries) [378,1086,593,1096]
article3-text: ଦକ୍ଷିଣ ଓଡ଼ିଶା ଓ ଆଦିବାସୀ ବହୁଳ ଜିଲ୍ଲାଗୁଡ଼ିକରେ ମୁଣ୍ଡପିଛା ଆୟ ରାଜ୍ୟ ହାରାହାରିଠାରୁ ବହୁ କମ୍ । ଏହି ଅଞ୍ଚଳର ଯୁବକମାନେ ରୋଜଗାର ସନ୍ଧାନରେ ଅନ୍ୟ ରାଜ୍ୟକୁ ପଳାୟନ କରୁଛନ୍ତି । ପ୍ରବାସୀ ଶ୍ରମିକଙ୍କ ସଂଖ୍ୟା ଲକ୍ଷାଧିକ । [343,569,478,605]
answer-cell: 3 [137,1030,153,1048]
answer-cell: 7 [71,1030,87,1048]
answer-cell: 3 [153,1084,169,1102]
sudoku-cell[interactable] [31,735,52,758]
answer-cell: 4 [153,1102,169,1120]
sudoku-cell[interactable] [180,780,202,803]
answer-cell: 5 [137,1012,153,1030]
article3-text: ଆଞ୍ଚଳିକ ସନ୍ତୁଳନ ରକ୍ଷା ପାଇଁ ପିଛୁଆ ଅଞ୍ଚଳରେ ବିଶେଷ ପ୍ୟାକେଜ, ଶିକ୍ଷାନୁଷ୍ଠାନ ଓ ସ୍ୱାସ୍ଥ୍ୟ ସେବା ବିସ୍ତାର ଦରକାର । ବିକେନ୍ଦ୍ରିତ ଯୋଜନା ପ୍ରଣୟନ ଏବଂ ପଞ୍ଚାୟତ ସ୍ତରରେ କ୍ଷମତା ହସ୍ତାନ୍ତର ହେଲେ ହିଁ ବୈଷମ୍ୟ ହ୍ରାସ ପାଇବ । [483,598,617,643]
sudoku-cell[interactable] [31,892,52,914]
answer-cell: 8 [153,1048,169,1066]
answer-cell: 7 [120,1048,136,1066]
pullquote-line: ପ୍ରତିଯୋଗିତା କରାଉଛନ୍ତି । [46,543,165,556]
answer-cell: 9 [104,994,120,1012]
sudoku-cell[interactable]: 7 [95,758,116,780]
answer-cell: 9 [71,1066,87,1084]
masthead-left [8,6,158,82]
answer-cell: 6 [55,1048,71,1066]
article2-text: ଚାଷୀ ଆତ୍ମହତ୍ୟା କେବଳ ଏକ ପରିସଂଖ୍ୟାନ ନୁହେଁ, ଏହା ଏକ ମାନବୀୟ ସଙ୍କଟ । ପ୍ରତ୍ୟେକ ମୃତ୍ୟୁ ପଛରେ ଏକ ପରିବାର ଭାଙ୍ଗିଯାଏ । ସରକାର, ସମାଜ ଏବଂ ଆର୍ଥିକ ସଂସ୍ଥାମାନେ ଏକତ୍ର ହୋଇ ଚାଷୀଙ୍କ ପାଖରେ ଠିଆ ହେବା ଜରୁରୀ । ଚାଷୀ ବଞ୍ଚିଲେ ହିଁ ଦେଶ ବଞ୍ଚିବ । [775,153,937,201]
reader-header [210,928,761,961]
answer-cell: 5 [88,1066,104,1084]
pullquote-line: ମୋ ପିଲା ନବେ ପ୍ରତିଶତ [53,362,158,375]
page-grid [8,92,937,1133]
letter-title: ଖାଉଟି ସାମଗ୍ରୀରେ ଅପମିଶ୍ରଣ [272,966,431,982]
sudoku-cell[interactable] [116,802,138,825]
answer-cell: 4 [55,976,71,994]
